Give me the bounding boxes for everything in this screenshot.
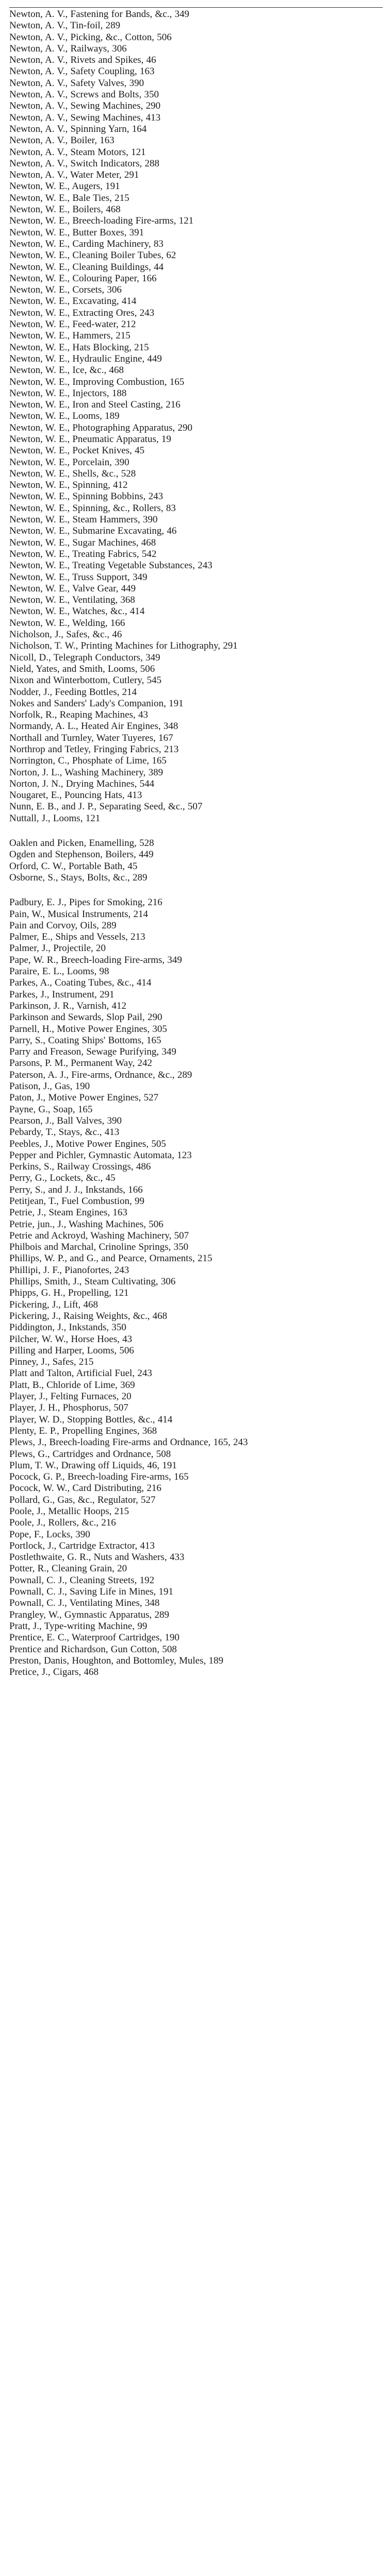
index-entry: Newton, W. E., Colouring Paper, 166: [9, 273, 157, 284]
index-entry: Platt and Talton, Artificial Fuel, 243: [9, 1368, 152, 1379]
index-entry: Newton, W. E., Improving Combustion, 165: [9, 376, 185, 387]
index-entry: Paterson, A. J., Fire-arms, Ordnance, &c., 289: [9, 1069, 192, 1080]
index-entry: Plum, T. W., Drawing off Liquids, 46, 191: [9, 1460, 177, 1471]
index-entry: Newton, A. V., Sewing Machines, 290: [9, 100, 161, 112]
index-entry: Newton, W. E., Hydraulic Engine, 449: [9, 353, 162, 364]
index-entry: Pratt, J., Type-writing Machine, 99: [9, 1620, 148, 1632]
index-entry: Osborne, S., Stays, Bolts, &c., 289: [9, 872, 148, 883]
index-entry: Parry and Freason, Sewage Purifying, 349: [9, 1046, 176, 1058]
index-entry: Parkes, A., Coating Tubes, &c., 414: [9, 977, 152, 989]
index-entry: Player, J., Felting Furnaces, 20: [9, 1391, 132, 1402]
index-entry: Newton, A. V., Screws and Bolts, 350: [9, 89, 159, 100]
index-entry: Petrie and Ackroyd, Washing Machinery, 507: [9, 1230, 189, 1241]
index-entry: Pickering, J., Raising Weights, &c., 468: [9, 1310, 168, 1321]
index-entry: Pownall, C. J., Saving Life in Mines, 191: [9, 1586, 174, 1598]
index-entry: Newton, W. E., Feed-water, 212: [9, 319, 136, 330]
index-entry: Newton, A. V., Tin-foil, 289: [9, 20, 121, 31]
index-entry: Newton, W. E., Hammers, 215: [9, 330, 130, 342]
index-entry: Newton, A. V., Boiler, 163: [9, 135, 115, 146]
index-entry: Newton, A. V., Water Meter, 291: [9, 170, 139, 181]
index-entry: Parkes, J., Instrument, 291: [9, 989, 115, 1000]
index-entry: Peebles, J., Motive Power Engines, 505: [9, 1138, 166, 1149]
index-entry: Nield, Yates, and Smith, Looms, 506: [9, 663, 155, 674]
index-entry: Newton, W. E., Porcelain, 390: [9, 456, 129, 468]
index-entry: Patison, J., Gas, 190: [9, 1081, 90, 1092]
index-entry: Pearson, J., Ball Valves, 390: [9, 1115, 122, 1126]
index-entry: Newton, A. V., Sewing Machines, 413: [9, 112, 161, 123]
index-entry: Newton, W. E., Cleaning Boiler Tubes, 62: [9, 250, 176, 261]
index-entry: Nougaret, E., Pouncing Hats, 413: [9, 790, 142, 801]
index-entry: Newton, W. E., Bale Ties, 215: [9, 192, 129, 204]
index-entry: Nodder, J., Feeding Bottles, 214: [9, 686, 137, 698]
index-entry: Player, W. D., Stopping Bottles, &c., 414: [9, 1414, 173, 1425]
index-entry: Newton, W. E., Cleaning Buildings, 44: [9, 261, 164, 273]
index-entry: Petitjean, T., Fuel Combustion, 99: [9, 1195, 145, 1207]
index-entry: Nicoll, D., Telegraph Conductors, 349: [9, 652, 160, 663]
index-entry: Northall and Turnley, Water Tuyeres, 167: [9, 732, 173, 743]
index-entry: Paraire, E. L., Looms, 98: [9, 966, 109, 977]
index-entry: Ogden and Stephenson, Boilers, 449: [9, 849, 154, 860]
index-entry: Newton, W. E., Corsets, 306: [9, 284, 122, 296]
index-entry: Plenty, E. P., Propelling Engines, 368: [9, 1425, 157, 1436]
index-entry: Parry, S., Coating Ships' Bottoms, 165: [9, 1035, 161, 1046]
index-entry: Newton, W. E., Truss Support, 349: [9, 571, 148, 583]
index-entry: Platt, B., Chloride of Lime, 369: [9, 1379, 135, 1391]
index-entry: Newton, A. V., Fastening for Bands, &c., 349: [9, 9, 190, 20]
index-entry: Pinney, J., Safes, 215: [9, 1357, 94, 1368]
index-entry: Pilcher, W. W., Horse Hoes, 43: [9, 1333, 133, 1345]
index-entry: Newton, W. E., Boilers, 468: [9, 204, 121, 215]
index-entry: Norrington, C., Phosphate of Lime, 165: [9, 755, 167, 767]
index-entry: Plews, G., Cartridges and Ordnance, 508: [9, 1448, 171, 1460]
index-entry: Phillips, W. P., and G., and Pearce, Ornaments, 215: [9, 1253, 213, 1264]
index-entry: Palmer, E., Ships and Vessels, 213: [9, 931, 145, 943]
index-entry: Newton, W. E., Augers, 191: [9, 181, 120, 192]
index-entry: Orford, C. W., Portable Bath, 45: [9, 860, 138, 872]
index-entry: Newton, A. V., Safety Valves, 390: [9, 77, 144, 89]
index-entry: Newton, A. V., Steam Motors, 121: [9, 146, 146, 158]
index-entry: Perry, G., Lockets, &c., 45: [9, 1173, 116, 1184]
index-entries: [9, 9, 383, 1678]
index-entry: Poole, J., Rollers, &c., 216: [9, 1517, 116, 1529]
index-entry: Piddington, J., Inkstands, 350: [9, 1322, 126, 1333]
index-entry: Pocock, G. P., Breech-loading Fire-arms, 165: [9, 1471, 189, 1483]
top-rule: [9, 7, 383, 8]
index-entry: Newton, W. E., Ice, &c., 468: [9, 365, 124, 376]
index-entry: Newton, W. E., Looms, 189: [9, 411, 120, 422]
index-entry: Newton, W. E., Iron and Steel Casting, 216: [9, 399, 181, 411]
index-entry: Philbois and Marchal, Crinoline Springs, 350: [9, 1242, 189, 1253]
index-entry: Pebardy, T., Stays, &c., 413: [9, 1127, 120, 1138]
index-entry: Pepper and Pichler, Gymnastic Automata, 123: [9, 1149, 192, 1161]
index-entry: Potter, R., Cleaning Grain, 20: [9, 1563, 127, 1574]
index-entry: Newton, W. E., Butter Boxes, 391: [9, 227, 144, 238]
index-entry: Newton, W. E., Sugar Machines, 468: [9, 537, 156, 548]
index-entry: Newton, A. V., Switch Indicators, 288: [9, 158, 160, 169]
index-entry: Postlethwaite, G. R., Nuts and Washers, 433: [9, 1552, 185, 1563]
index-entry: Newton, W. E., Photographing Apparatus, 290: [9, 422, 193, 433]
index-entry: Newton, W. E., Breech-loading Fire-arms, 121: [9, 215, 194, 227]
index-entry: Pape, W. R., Breech-loading Fire-arms, 349: [9, 954, 182, 965]
index-entry: Newton, W. E., Spinning, 412: [9, 480, 128, 491]
index-entry: Prentice and Richardson, Gun Cotton, 508: [9, 1643, 177, 1655]
index-entry: Norton, J. L., Washing Machinery, 389: [9, 767, 164, 778]
index-entry: Nunn, E. B., and J. P., Separating Seed, &c., 507: [9, 801, 203, 812]
index-entry: Newton, A. V., Railways, 306: [9, 43, 127, 54]
index-entry: Player, J. H., Phosphorus, 507: [9, 1402, 128, 1414]
index-entry: Newton, W. E., Treating Fabrics, 542: [9, 548, 157, 560]
index-entry: Newton, W. E., Steam Hammers, 390: [9, 514, 158, 526]
index-entry: Newton, A. V., Spinning Yarn, 164: [9, 123, 147, 134]
index-entry: Normandy, A. L., Heated Air Engines, 348: [9, 721, 178, 732]
index-entry: Nokes and Sanders' Lady's Companion, 191: [9, 698, 184, 709]
index-entry: Newton, W. E., Spinning, &c., Rollers, 83: [9, 502, 176, 514]
index-entry: Newton, A. V., Picking, &c., Cotton, 506: [9, 31, 172, 43]
index-entry: Nuttall, J., Looms, 121: [9, 812, 101, 824]
index-entry: Perry, S., and J. J., Inkstands, 166: [9, 1184, 143, 1195]
index-entry: Newton, W. E., Hats Blocking, 215: [9, 342, 149, 353]
index-entry: Newton, W. E., Shells, &c., 528: [9, 468, 136, 479]
index-entry: Parkinson, J. R., Varnish, 412: [9, 1000, 127, 1011]
index-entry: Pickering, J., Lift, 468: [9, 1299, 98, 1310]
index-entry: Nicholson, J., Safes, &c., 46: [9, 629, 122, 640]
index-entry: Plews, J., Breech-loading Fire-arms and Ordnance, 165, 243: [9, 1437, 248, 1448]
index-entry: Newton, W. E., Ventilating, 368: [9, 595, 135, 606]
index-entry: Newton, W. E., Watches, &c., 414: [9, 606, 145, 617]
index-entry: Petrie, jun., J., Washing Machines, 506: [9, 1218, 164, 1230]
index-entry: Petrie, J., Steam Engines, 163: [9, 1207, 127, 1218]
index-entry: Phillips, Smith, J., Steam Cultivating, 306: [9, 1276, 176, 1287]
index-entry: Phillipi, J. F., Pianofortes, 243: [9, 1264, 129, 1276]
index-entry: Pain, W., Musical Instruments, 214: [9, 908, 149, 920]
index-entry: Paton, J., Motive Power Engines, 527: [9, 1092, 159, 1104]
index-entry: Newton, A. V., Rivets and Spikes, 46: [9, 55, 156, 66]
index-entry: Newton, W. E., Valve Gear, 449: [9, 583, 136, 594]
index-entry: Pownall, C. J., Cleaning Streets, 192: [9, 1574, 155, 1586]
index-entry: Norton, J. N., Drying Machines, 544: [9, 778, 155, 789]
index-entry: Phipps, G. H., Propelling, 121: [9, 1287, 129, 1299]
index-entry: Newton, W. E., Treating Vegetable Substances, 243: [9, 560, 213, 571]
index-entry: Parkinson and Sewards, Slop Pail, 290: [9, 1012, 162, 1023]
index-entry: Newton, W. E., Injectors, 188: [9, 387, 127, 399]
index-entry: Newton, W. E., Extracting Ores, 243: [9, 307, 155, 318]
index-entry: Prentice, E. C., Waterproof Cartridges, 190: [9, 1632, 179, 1643]
index-entry: Preston, Danis, Houghton, and Bottomley, Mules, 189: [9, 1655, 223, 1666]
index-entry: Pocock, W. W., Card Distributing, 216: [9, 1483, 161, 1494]
index-entry: Pollard, G., Gas, &c., Regulator, 527: [9, 1494, 156, 1505]
index-entry: Pownall, C. J., Ventilating Mines, 348: [9, 1598, 160, 1609]
index-entry: Norfolk, R., Reaping Machines, 43: [9, 709, 149, 721]
index-entry: Newton, W. E., Welding, 166: [9, 617, 125, 629]
index-entry: Northrop and Tetley, Fringing Fabrics, 213: [9, 744, 179, 755]
index-entry: Newton, W. E., Pocket Knives, 45: [9, 445, 145, 456]
index-entry: Payne, G., Soap, 165: [9, 1104, 93, 1115]
index-entry: Poole, J., Metallic Hoops, 215: [9, 1506, 129, 1517]
index-entry: Newton, W. E., Excavating, 414: [9, 296, 137, 307]
index-entry: Nicholson, T. W., Printing Machines for Lithography, 291: [9, 640, 238, 652]
index-entry: Newton, W. E., Submarine Excavating, 46: [9, 526, 177, 537]
index-entry: Newton, A. V., Safety Coupling, 163: [9, 66, 155, 77]
index-entry: Newton, W. E., Pneumatic Apparatus, 19: [9, 433, 171, 445]
index-entry: Prangley, W., Gymnastic Apparatus, 289: [9, 1609, 170, 1620]
index-entry: Nixon and Winterbottom, Cutlery, 545: [9, 675, 162, 686]
index-entry: Pilling and Harper, Looms, 506: [9, 1345, 134, 1356]
index-entry: Perkins, S., Railway Crossings, 486: [9, 1161, 151, 1173]
index-entry: Parsons, P. M., Permanent Way, 242: [9, 1058, 152, 1069]
index-entry: Portlock, J., Cartridge Extractor, 413: [9, 1540, 155, 1551]
index-entry: Palmer, J., Projectile, 20: [9, 943, 106, 954]
index-entry: Padbury, E. J., Pipes for Smoking, 216: [9, 897, 162, 908]
index-entry: Parnell, H., Motive Power Engines, 305: [9, 1023, 167, 1035]
index-entry: Pain and Corvoy, Oils, 289: [9, 920, 117, 931]
index-entry: Pretice, J., Cigars, 468: [9, 1667, 99, 1678]
index-entry: Newton, W. E., Carding Machinery, 83: [9, 238, 164, 249]
index-entry: Newton, W. E., Spinning Bobbins, 243: [9, 491, 164, 502]
index-entry: Pope, F., Locks, 390: [9, 1529, 90, 1540]
index-entry: Oaklen and Picken, Enamelling, 528: [9, 838, 154, 849]
